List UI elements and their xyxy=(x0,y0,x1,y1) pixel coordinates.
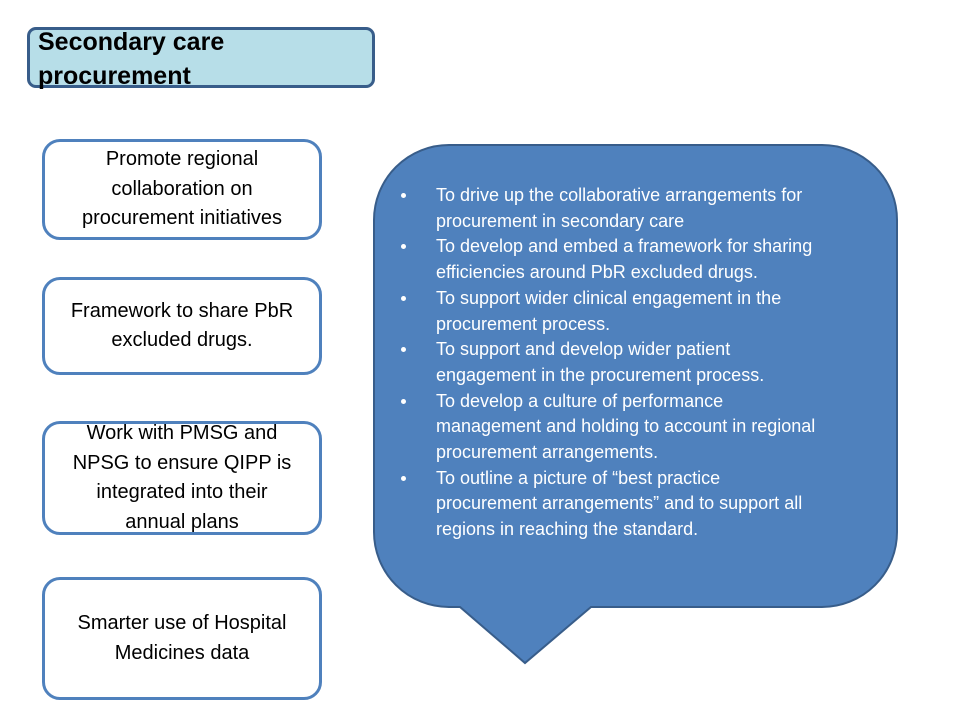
callout-bullet-text: To outline a picture of “best practice procurement arrangements” and to support all regions in reaching the standard. xyxy=(436,467,803,540)
callout-bullet-text: To develop a culture of performance management and holding to account in regional procurement arrangements. xyxy=(436,390,816,463)
objective-box-label: Promote regional collaboration on procurement initiatives xyxy=(81,148,283,230)
callout-bullet-text: To drive up the collaborative arrangements for procurement in secondary care xyxy=(436,185,803,231)
callout-bullet-item xyxy=(436,337,821,388)
bullet-icon xyxy=(401,296,406,301)
callout-bullet-text: To support and develop wider patient engagement in the procurement process. xyxy=(436,339,765,385)
slide-title: Secondary care procurement xyxy=(38,28,225,90)
callout-bullet-item xyxy=(436,234,821,285)
callout-bullet-item xyxy=(436,286,821,337)
objective-box-label: Framework to share PbR excluded drugs. xyxy=(70,299,294,351)
callout-bullet-text: To support wider clinical engagement in the procurement process. xyxy=(436,287,782,334)
bullet-icon xyxy=(401,193,406,198)
objective-box-label: Smarter use of Hospital Medicines data xyxy=(77,612,287,664)
objective-box-label: Work with PMSG and NPSG to ensure QIPP is integrated into their annual plans xyxy=(72,422,292,533)
bullet-icon xyxy=(401,399,406,404)
callout-bullet-list xyxy=(436,183,821,543)
callout-bullet-item xyxy=(436,466,821,543)
bullet-icon xyxy=(401,476,406,481)
callout-bullet-item xyxy=(436,389,821,466)
callout-bullet-item xyxy=(436,183,821,234)
callout-bullet-text: To develop and embed a framework for sharing efficiencies around PbR excluded drugs. xyxy=(436,236,813,283)
